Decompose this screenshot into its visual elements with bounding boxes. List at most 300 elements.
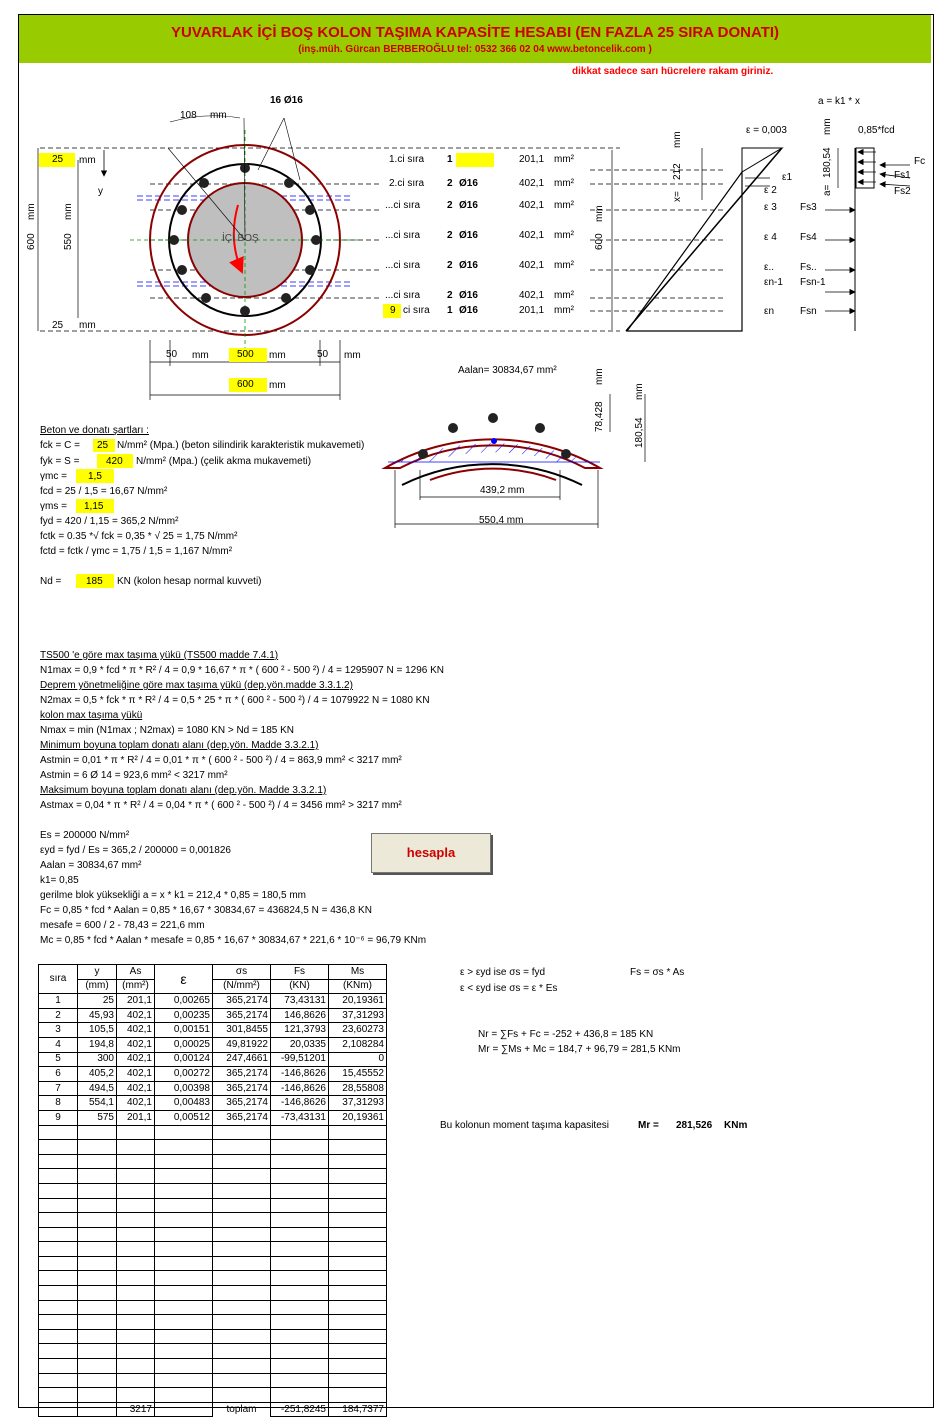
table-cell	[78, 1198, 117, 1213]
table-row	[39, 1183, 387, 1198]
table-cell	[117, 1125, 155, 1140]
table-cell	[213, 1359, 271, 1374]
table-cell	[39, 1344, 78, 1359]
table-cell	[78, 1154, 117, 1169]
dist-212: 212	[672, 163, 683, 180]
table-cell	[213, 1344, 271, 1359]
table-cell	[271, 1286, 329, 1301]
table-row	[39, 1154, 387, 1169]
table-cell: 201,1	[117, 1110, 155, 1125]
table-header-cell: sıra	[39, 965, 78, 994]
table-cell	[39, 1125, 78, 1140]
a-eq: a=	[822, 184, 833, 196]
table-cell	[213, 1198, 271, 1213]
ymc-input[interactable]: 1,5	[88, 471, 102, 482]
table-cell	[155, 1329, 213, 1344]
outer-diameter-input[interactable]: 600	[237, 379, 254, 390]
table-cell	[39, 1373, 78, 1388]
table-cell	[155, 1198, 213, 1213]
side-right: 50	[317, 349, 329, 360]
inner-diameter-unit: mm	[269, 350, 286, 361]
nd-label: Nd =	[40, 576, 62, 587]
table-cell: 0	[329, 1052, 387, 1067]
rebar-row-area: 201,1	[519, 305, 545, 316]
rebar-row-area: 402,1	[519, 200, 545, 211]
table-cell: 247,4661	[213, 1052, 271, 1067]
ymc-label: γmc =	[40, 471, 67, 482]
table-cell: 0,00483	[155, 1096, 213, 1111]
table-cell: 37,31293	[329, 1008, 387, 1023]
table-cell: 365,2174	[213, 994, 271, 1009]
table-cell	[155, 1183, 213, 1198]
table-cell: 1	[39, 994, 78, 1009]
table-cell	[78, 1286, 117, 1301]
rebar-row-unit: mm²	[554, 260, 574, 271]
table-cell	[78, 1388, 117, 1403]
table-cell: 365,2174	[213, 1110, 271, 1125]
table-cell	[117, 1198, 155, 1213]
rebar-row-area: 402,1	[519, 260, 545, 271]
strain-label: ε..	[764, 262, 775, 273]
check-line: kolon max taşıma yükü	[40, 710, 143, 721]
table-cell	[271, 1140, 329, 1155]
dist-18054: 180,54	[822, 147, 833, 178]
table-cell: 554,1	[78, 1096, 117, 1111]
table-cell	[117, 1373, 155, 1388]
calc-line: Aalan = 30834,67 mm²	[40, 860, 142, 871]
table-cell	[271, 1183, 329, 1198]
table-cell	[78, 1169, 117, 1184]
table-cell: 402,1	[117, 1023, 155, 1038]
table-cell: 402,1	[117, 1037, 155, 1052]
table-cell	[117, 1359, 155, 1374]
table-row	[39, 1198, 387, 1213]
table-cell	[117, 1242, 155, 1257]
table-cell	[213, 1213, 271, 1228]
table-cell: 23,60273	[329, 1023, 387, 1038]
table-cell	[39, 1300, 78, 1315]
table-cell: 402,1	[117, 1096, 155, 1111]
force-label: Fs3	[800, 202, 817, 213]
table-row	[39, 1023, 387, 1038]
rebar-row-dia: Ø16	[459, 200, 478, 211]
table-cell	[78, 1359, 117, 1374]
table-cell	[39, 1315, 78, 1330]
table-cell	[78, 1140, 117, 1155]
check-line: Nmax = min (N1max ; N2max) = 1080 KN > Nd = 185 KN	[40, 725, 294, 736]
rebar-row-area: 201,1	[519, 154, 545, 165]
table-cell	[271, 1271, 329, 1286]
calculate-button[interactable]: hesapla	[371, 833, 491, 873]
table-cell	[271, 1154, 329, 1169]
table-row	[39, 1329, 387, 1344]
table-cell: 0,00151	[155, 1023, 213, 1038]
height-total: 600	[26, 233, 37, 250]
strain-label: εn	[764, 306, 775, 317]
table-cell: -146,8626	[271, 1067, 329, 1082]
table-cell: 8	[39, 1096, 78, 1111]
fck-input[interactable]: 25	[97, 440, 109, 451]
x-eq: x=	[672, 191, 683, 202]
table-cell	[213, 1286, 271, 1301]
table-cell: 0,00272	[155, 1067, 213, 1082]
table-cell	[78, 1373, 117, 1388]
table-cell: 3	[39, 1023, 78, 1038]
table-cell: 6	[39, 1067, 78, 1082]
table-cell	[213, 1227, 271, 1242]
fck-desc: N/mm² (Mpa.) (beton silindirik karakteristik mukavemeti)	[117, 440, 365, 451]
side-left: 50	[166, 349, 178, 360]
table-cell: 49,81922	[213, 1037, 271, 1052]
table-cell	[213, 1140, 271, 1155]
calc-line: Es = 200000 N/mm²	[40, 830, 130, 841]
table-row	[39, 1256, 387, 1271]
angle-unit: mm	[210, 110, 227, 121]
force-label: Fc	[914, 156, 926, 167]
rebar-row-dia: Ø16	[459, 305, 478, 316]
table-cell	[78, 1300, 117, 1315]
check-line: Maksimum boyuna toplam donatı alanı (dep.yön. Madde 3.3.2.1)	[40, 785, 327, 796]
table-cell	[39, 1183, 78, 1198]
height-inner: 550	[63, 233, 74, 250]
table-unit-cell: (mm²)	[117, 979, 155, 994]
table-row	[39, 1125, 387, 1140]
table-cell: 575	[78, 1110, 117, 1125]
strain-label: εn-1	[764, 277, 783, 288]
table-cell: 0,00025	[155, 1037, 213, 1052]
table-cell	[78, 1227, 117, 1242]
rebar-row-count: 2	[447, 200, 453, 211]
table-row	[39, 1213, 387, 1228]
table-cell	[329, 1300, 387, 1315]
rebar-row-label: ...ci sıra	[385, 260, 421, 271]
force-label: Fs2	[894, 186, 911, 197]
table-cell: 20,0335	[271, 1037, 329, 1052]
table-cell	[329, 1154, 387, 1169]
table-cell	[155, 1300, 213, 1315]
rebar-row-count: 1	[447, 305, 453, 316]
rebar-row-label: ...ci sıra	[385, 290, 421, 301]
table-cell: 15,45552	[329, 1067, 387, 1082]
table-row	[39, 1344, 387, 1359]
table-cell: 9	[39, 1110, 78, 1125]
table-cell	[271, 1359, 329, 1374]
table-cell	[271, 1213, 329, 1228]
table-cell	[117, 1344, 155, 1359]
table-cell	[78, 1213, 117, 1228]
table-cell	[78, 1256, 117, 1271]
table-cell	[155, 1213, 213, 1228]
table-cell	[155, 1286, 213, 1301]
table-cell: 0,00398	[155, 1081, 213, 1096]
table-cell	[155, 1344, 213, 1359]
rebar-row-dia: Ø16	[459, 290, 478, 301]
fs-rule: Fs = σs * As	[630, 967, 685, 978]
table-cell	[155, 1242, 213, 1257]
rebar-row-count: 2	[447, 260, 453, 271]
table-cell	[78, 1125, 117, 1140]
result-label: Bu kolonun moment taşıma kapasitesi	[440, 1120, 609, 1131]
table-cell	[39, 1154, 78, 1169]
table-header-cell: y	[78, 965, 117, 980]
table-row	[39, 1286, 387, 1301]
table-row	[39, 994, 387, 1009]
table-cell: 37,31293	[329, 1096, 387, 1111]
outer-diameter-unit: mm	[269, 380, 286, 391]
rebar-row-area: 402,1	[519, 290, 545, 301]
yms-input[interactable]: 1,15	[84, 501, 104, 512]
table-cell	[155, 1227, 213, 1242]
table-cell	[155, 1140, 213, 1155]
check-line: Deprem yönetmeliğine göre max taşıma yükü (dep.yön.madde 3.3.1.2)	[40, 680, 353, 691]
table-total-cell	[39, 1402, 78, 1417]
segment-mm-1: mm	[594, 368, 605, 385]
fctd-line: fctd = fctk / γmc = 1,75 / 1,5 = 1,167 N/mm²	[40, 546, 233, 557]
force-label: Fs..	[800, 262, 817, 273]
table-cell	[117, 1169, 155, 1184]
rebar-row-dia: Ø16	[459, 260, 478, 271]
force-label: Fs4	[800, 232, 817, 243]
table-cell: 2	[39, 1008, 78, 1023]
result-mr-label: Mr =	[638, 1120, 659, 1131]
table-cell: 4	[39, 1037, 78, 1052]
table-cell	[329, 1140, 387, 1155]
side-left-unit: mm	[192, 350, 209, 361]
table-cell	[117, 1271, 155, 1286]
angle-value: 108	[180, 110, 197, 121]
rebar-row-unit: mm²	[554, 305, 574, 316]
table-cell: -146,8626	[271, 1081, 329, 1096]
table-cell: 0,00124	[155, 1052, 213, 1067]
table-cell	[329, 1286, 387, 1301]
table-cell	[39, 1169, 78, 1184]
dist-212-unit: mm	[672, 131, 683, 148]
table-total-row	[39, 1402, 387, 1417]
eps-top: ε = 0,003	[746, 125, 787, 136]
table-cell: 2,108284	[329, 1037, 387, 1052]
strain-height: 600	[594, 233, 605, 250]
table-cell: 405,2	[78, 1067, 117, 1082]
cover-top-input[interactable]: 25	[52, 154, 64, 165]
strain-label: ε 4	[764, 232, 777, 243]
rebar-row-area: 402,1	[519, 230, 545, 241]
table-cell	[117, 1183, 155, 1198]
inner-diameter-input[interactable]: 500	[237, 349, 254, 360]
table-cell	[117, 1329, 155, 1344]
rebar-top-label: 16 Ø16	[270, 95, 303, 106]
segment-w550: 550,4 mm	[479, 515, 524, 526]
rebar-row-count: 1	[447, 154, 453, 165]
table-cell	[39, 1213, 78, 1228]
cover-bottom: 25	[52, 320, 64, 331]
table-header-cell: Fs	[271, 965, 329, 980]
table-cell: 0,00265	[155, 994, 213, 1009]
segment-w439: 439,2 mm	[480, 485, 525, 496]
table-header-cell: Ms	[329, 965, 387, 980]
rebar-row-label: ...ci sıra	[385, 230, 421, 241]
table-header-row	[39, 965, 387, 980]
table-cell	[271, 1125, 329, 1140]
materials-heading: Beton ve donatı şartları :	[40, 425, 149, 436]
check-line: TS500 'e göre max taşıma yükü (TS500 madde 7.4.1)	[40, 650, 279, 661]
table-cell: 0,00512	[155, 1110, 213, 1125]
table-cell: -73,43131	[271, 1110, 329, 1125]
table-cell	[271, 1344, 329, 1359]
table-cell: 402,1	[117, 1052, 155, 1067]
table-row	[39, 1008, 387, 1023]
rule-2: ε < εyd ise σs = ε * Es	[460, 983, 558, 994]
table-cell	[213, 1373, 271, 1388]
table-cell: 5	[39, 1052, 78, 1067]
table-cell	[271, 1329, 329, 1344]
table-cell	[329, 1213, 387, 1228]
segment-d78: 78,428	[594, 401, 605, 432]
table-total-cell: 3217	[117, 1402, 155, 1417]
table-cell	[271, 1242, 329, 1257]
table-cell	[155, 1271, 213, 1286]
table-unit-cell: (KN)	[271, 979, 329, 994]
segment-area: Aalan= 30834,67 mm²	[458, 365, 557, 376]
table-cell	[213, 1169, 271, 1184]
nd-input[interactable]: 185	[86, 576, 103, 587]
table-cell	[117, 1154, 155, 1169]
rebar-row-label: ci sıra	[403, 305, 430, 316]
result-unit: KNm	[724, 1120, 748, 1131]
table-cell	[329, 1315, 387, 1330]
table-cell	[271, 1373, 329, 1388]
table-cell	[39, 1286, 78, 1301]
table-cell	[39, 1329, 78, 1344]
fck-label: fck = C =	[40, 440, 81, 451]
nr-total: Nr = ∑Fs + Fc = -252 + 436,8 = 185 KN	[478, 1029, 654, 1040]
table-cell	[271, 1169, 329, 1184]
table-cell	[155, 1169, 213, 1184]
table-cell	[39, 1242, 78, 1257]
table-row	[39, 1388, 387, 1403]
fyk-input[interactable]: 420	[106, 456, 123, 467]
table-cell	[329, 1271, 387, 1286]
rows-count-input[interactable]: 9	[390, 305, 396, 316]
rebar-row-unit: mm²	[554, 200, 574, 211]
rebar-row-unit: mm²	[554, 178, 574, 189]
check-line: N2max = 0,5 * fck * π * R² / 4 = 0,5 * 25 * π * ( 600 ² - 500 ²) / 4 = 1079922 N = 1080 KN	[40, 695, 430, 706]
table-row	[39, 1110, 387, 1125]
table-cell	[329, 1227, 387, 1242]
force-label: Fs1	[894, 170, 911, 181]
table-cell	[329, 1242, 387, 1257]
check-line: Astmin = 6 Ø 14 = 923,6 mm² < 3217 mm²	[40, 770, 228, 781]
table-unit-row	[39, 979, 387, 994]
table-cell	[117, 1227, 155, 1242]
rebar-row-label: ...ci sıra	[385, 200, 421, 211]
table-cell	[329, 1329, 387, 1344]
table-cell: 365,2174	[213, 1096, 271, 1111]
height-inner-unit: mm	[63, 203, 74, 220]
fctk-line: fctk = 0.35 *√ fck = 0,35 * √ 25 = 1,75 N/mm²	[40, 531, 238, 542]
page-title: YUVARLAK İÇİ BOŞ KOLON TAŞIMA KAPASİTE HESABI (EN FAZLA 25 SIRA DONATI)	[170, 24, 780, 41]
table-cell	[271, 1388, 329, 1403]
table-cell	[155, 1359, 213, 1374]
table-cell	[329, 1198, 387, 1213]
rebar-row-dia: Ø16	[459, 230, 478, 241]
check-line: Astmax = 0,04 * π * R² / 4 = 0,04 * π * ( 600 ² - 500 ²) / 4 = 3456 mm² > 3217 mm²	[40, 800, 402, 811]
table-cell	[39, 1359, 78, 1374]
table-cell: 365,2174	[213, 1081, 271, 1096]
strain-label: ε1	[782, 172, 793, 183]
table-cell	[155, 1315, 213, 1330]
table-cell	[271, 1256, 329, 1271]
table-row	[39, 1271, 387, 1286]
strain-height-unit: mm	[594, 205, 605, 222]
table-cell: 402,1	[117, 1008, 155, 1023]
table-row	[39, 1300, 387, 1315]
table-cell	[329, 1183, 387, 1198]
table-cell	[78, 1329, 117, 1344]
table-cell	[78, 1315, 117, 1330]
table-cell: 402,1	[117, 1067, 155, 1082]
table-row	[39, 1140, 387, 1155]
table-row	[39, 1067, 387, 1082]
table-cell	[117, 1286, 155, 1301]
rebar-row-unit: mm²	[554, 154, 574, 165]
rebar-row-label: 2.ci sıra	[389, 178, 425, 189]
table-cell: 73,43131	[271, 994, 329, 1009]
mr-total: Mr = ∑Ms + Mc = 184,7 + 96,79 = 281,5 KNm	[478, 1044, 681, 1055]
table-row	[39, 1359, 387, 1374]
table-cell: -99,51201	[271, 1052, 329, 1067]
rebar-row-area: 402,1	[519, 178, 545, 189]
fyk-desc: N/mm² (Mpa.) (çelik akma mukavemeti)	[136, 456, 312, 467]
rebar-row-count: 2	[447, 178, 453, 189]
fcd-label: 0,85*fcd	[858, 125, 895, 136]
rebar-row-count: 2	[447, 230, 453, 241]
calc-line: εyd = fyd / Es = 365,2 / 200000 = 0,001826	[40, 845, 231, 856]
results-table	[38, 964, 387, 1417]
rebar-dia-cell[interactable]	[456, 153, 494, 167]
table-cell	[78, 1344, 117, 1359]
table-cell	[213, 1300, 271, 1315]
page-subtitle: (inş.müh. Gürcan BERBEROĞLU tel: 0532 366 02 04 www.betoncelik.com )	[298, 44, 652, 55]
table-total-cell: toplam	[226, 1403, 257, 1415]
table-cell	[117, 1388, 155, 1403]
table-cell: 45,93	[78, 1008, 117, 1023]
table-cell: 105,5	[78, 1023, 117, 1038]
table-row	[39, 1169, 387, 1184]
table-cell	[329, 1359, 387, 1374]
table-cell	[117, 1300, 155, 1315]
y-label: y	[98, 186, 103, 197]
table-header-cell: As	[117, 965, 155, 980]
table-total-cell: 184,7377	[329, 1402, 387, 1417]
table-cell: 0,00235	[155, 1008, 213, 1023]
table-cell	[213, 1271, 271, 1286]
table-cell	[155, 1256, 213, 1271]
table-unit-cell: (KNm)	[329, 979, 387, 994]
table-row	[39, 1081, 387, 1096]
table-header-cell: σs	[213, 965, 271, 980]
table-cell	[271, 1198, 329, 1213]
rebar-row-unit: mm²	[554, 290, 574, 301]
table-row	[39, 1315, 387, 1330]
table-row	[39, 1052, 387, 1067]
table-cell: 365,2174	[213, 1008, 271, 1023]
rule-1: ε > εyd ise σs = fyd	[460, 967, 546, 978]
rebar-row-label: 1.ci sıra	[389, 154, 425, 165]
table-cell	[213, 1329, 271, 1344]
strain-label: ε 3	[764, 202, 777, 213]
table-cell: 25	[78, 994, 117, 1009]
table-cell	[155, 1373, 213, 1388]
